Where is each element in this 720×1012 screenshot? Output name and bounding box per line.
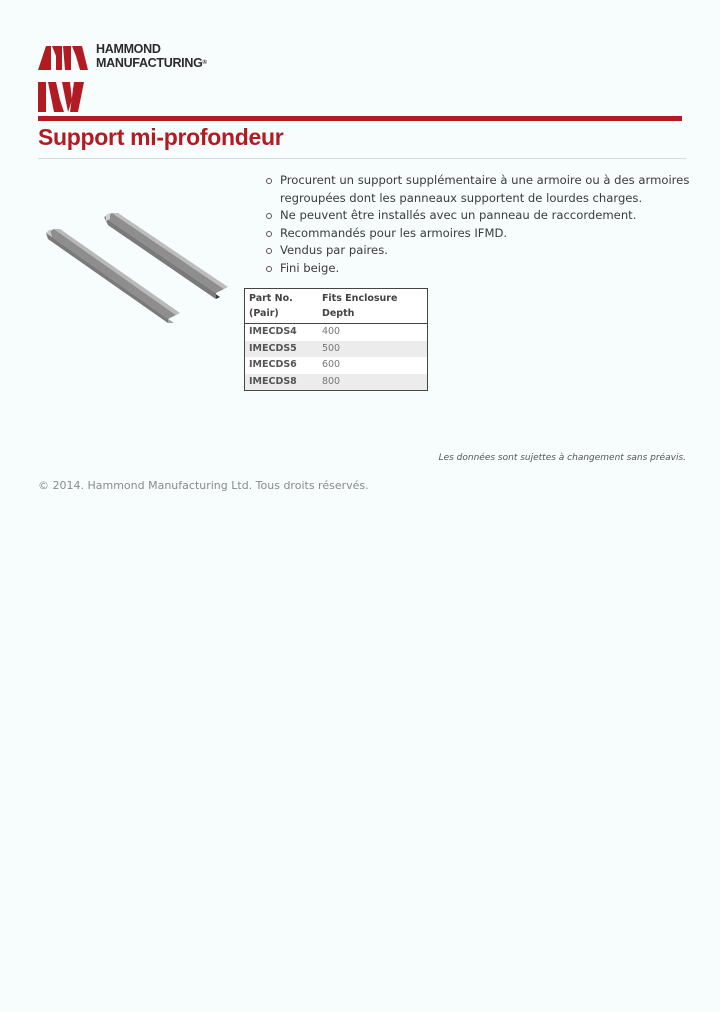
bullet-icon: [266, 231, 272, 237]
depth-cell: 400: [321, 326, 341, 337]
table-row: [245, 374, 428, 391]
brand-line-2: MANUFACTURING®: [96, 56, 207, 70]
registered-mark: ®: [202, 60, 207, 66]
depth-cell: 800: [318, 374, 428, 391]
bullet-icon: [266, 178, 272, 184]
support-rails-image: [38, 205, 238, 325]
part-number-cell: IMECDS4: [249, 326, 297, 337]
bullet-icon: [266, 248, 272, 254]
header-red-rule: [38, 116, 682, 121]
page-title: Support mi-profondeur: [38, 124, 284, 150]
feature-item: Ne peuvent être installés avec un panneau de raccordement.: [262, 207, 692, 225]
table-row: [245, 324, 428, 341]
table-row: [245, 357, 428, 374]
copyright-notice: © 2014. Hammond Manufacturing Ltd. Tous droits réservés.: [38, 479, 369, 492]
hammond-logo-mark: [38, 42, 88, 112]
bullet-icon: [266, 266, 272, 272]
table-header-row: [245, 289, 428, 324]
part-number-cell: IMECDS8: [245, 374, 318, 391]
feature-item: Recommandés pour les armoires IFMD.: [262, 225, 692, 243]
title-divider: [38, 158, 686, 159]
part-number-cell: IMECDS6: [249, 359, 297, 370]
header-enclosure-depth: Fits Enclosure Depth: [318, 289, 428, 324]
bullet-icon: [266, 213, 272, 219]
depth-cell: 600: [321, 359, 341, 370]
header-part-no: Part No. (Pair): [245, 289, 318, 324]
feature-item: Procurent un support supplémentaire à une armoire ou à des armoires regroupées dont les panneaux supportent de lourdes charges.: [262, 172, 692, 207]
feature-list: [262, 172, 692, 277]
company-logo: [38, 42, 238, 114]
brand-line-1: HAMMOND: [96, 42, 161, 56]
depth-cell: 500: [318, 341, 428, 358]
brand-name: [96, 42, 207, 70]
feature-item: Vendus par paires.: [262, 242, 692, 260]
feature-item: Fini beige.: [262, 260, 692, 278]
spec-table: [244, 288, 428, 391]
table-row: [245, 341, 428, 358]
disclaimer-note: Les données sont sujettes à changement sans préavis.: [438, 453, 686, 463]
part-number-cell: IMECDS5: [245, 341, 318, 358]
